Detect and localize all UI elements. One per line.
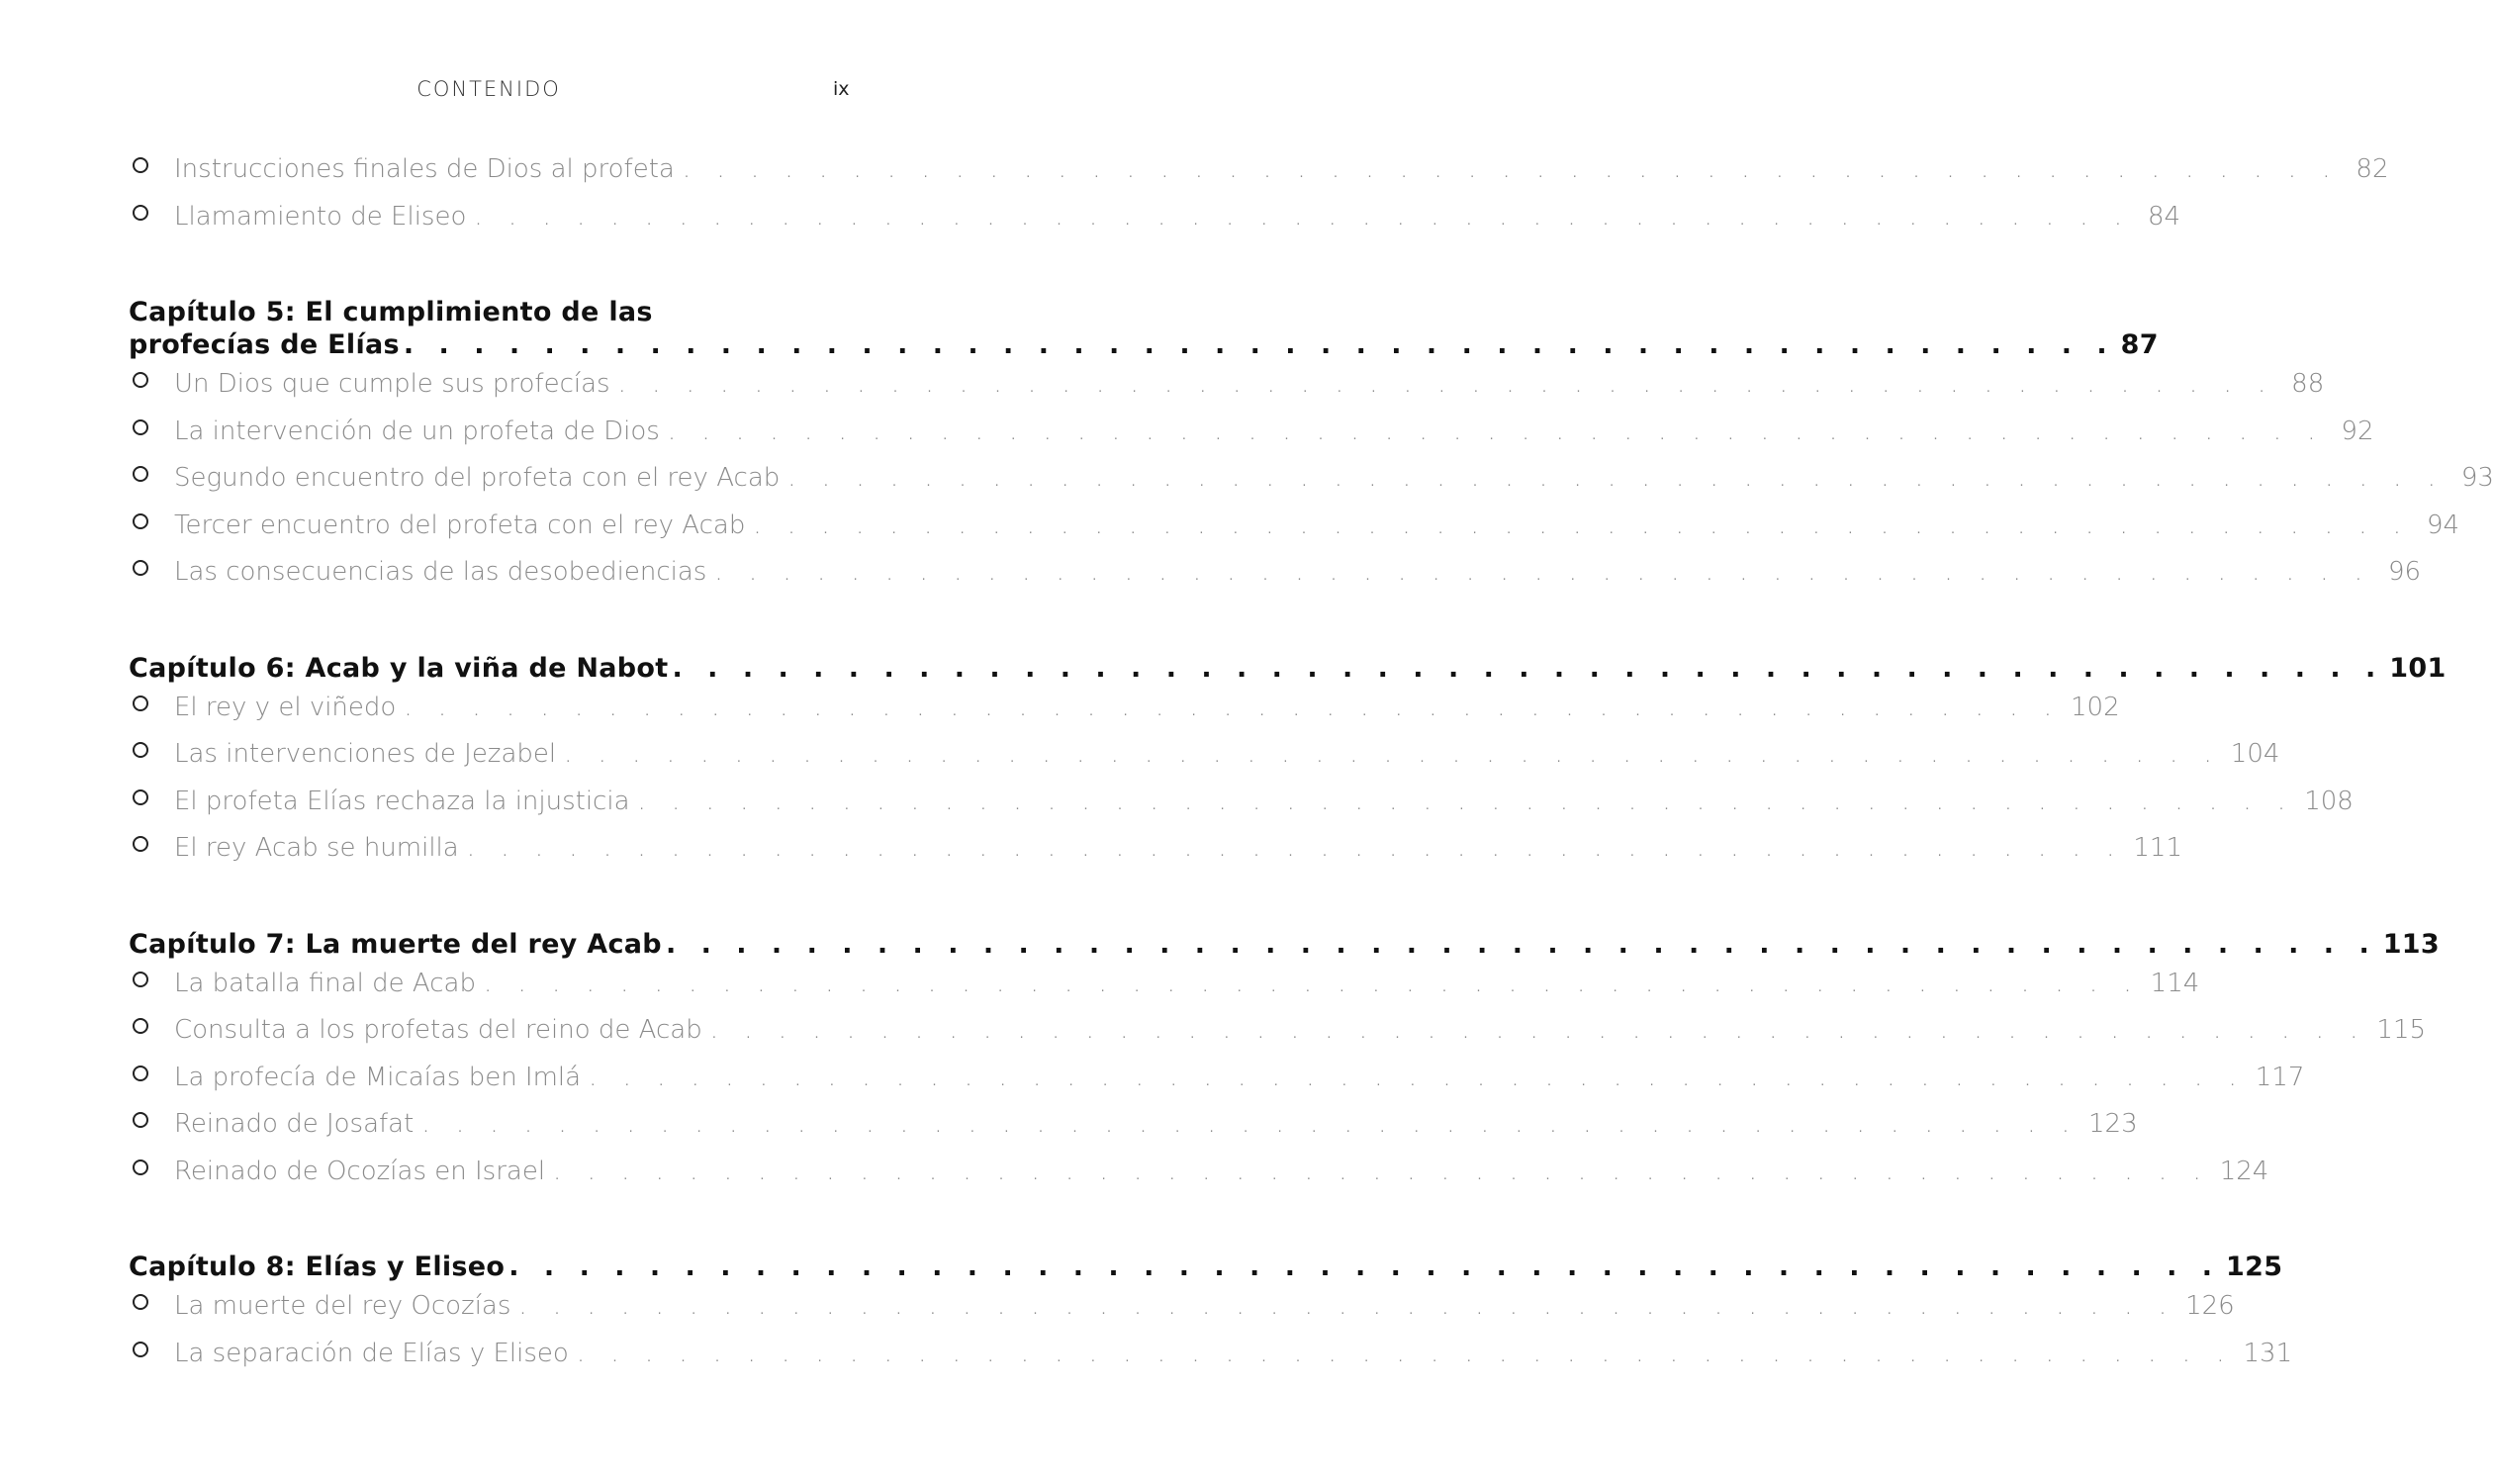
dot-leader: . . . . . . . . . . . . . . . . . . . . . . . . . . . . . . . . . . . . . . . . . . . . . . . . . (753, 510, 2411, 540)
dot-leader: . . . . . . . . . . . . . . . . . . . . . . . . . . . . . . . . . . . . . . . . . . . . . . . . . (518, 1291, 2176, 1321)
entry-title: Un Dios que cumple sus profecías (174, 369, 610, 399)
toc-entry (129, 503, 2460, 550)
entry-page: 126 (2185, 1291, 2235, 1321)
dot-leader: . . . . . . . . . . . . . . . . . . . . . . . . . . . . . . . . . . . . . . . . . . . . . . . . . (617, 369, 2275, 399)
chapter-title: Capítulo 6: Acab y la viña de Nabot (129, 652, 669, 684)
running-header: CONTENIDO (416, 77, 561, 101)
toc-chapter-5 (129, 296, 2494, 597)
entry-title: Las intervenciones de Jezabel (174, 739, 557, 769)
toc-entry (129, 731, 2280, 779)
toc-entry (129, 455, 2494, 503)
dot-leader: . . . . . . . . . . . . . . . . . . . . . . . . . . . . . . . . . . . . . . . . . . . . . . . . . (672, 652, 2384, 684)
entry-title: Instrucciones finales de Dios al profeta (174, 154, 675, 184)
dot-leader: . . . . . . . . . . . . . . . . . . . . . . . . . . . . . . . . . . . . . . . . . . . . . . . . . (589, 1062, 2246, 1092)
entry-page: 96 (2387, 557, 2422, 587)
entry-page: 102 (2071, 692, 2120, 722)
toc-continuation (129, 146, 2389, 240)
dot-leader: . . . . . . . . . . . . . . . . . . . . . . . . . . . . . . . . . . . . . . . . . . . . . . . . . (403, 329, 2115, 360)
entry-title: Segundo encuentro del profeta con el rey Acab (174, 463, 781, 493)
entry-page: 82 (2355, 154, 2389, 184)
entry-title: El profeta Elías rechaza la injusticia (174, 786, 630, 816)
circle-bullet-icon (133, 1066, 148, 1081)
entry-title: La batalla final de Acab (174, 968, 476, 998)
dot-leader: . . . . . . . . . . . . . . . . . . . . . . . . . . . . . . . . . . . . . . . . . . . . . . . . . (564, 739, 2221, 769)
circle-bullet-icon (133, 372, 148, 388)
circle-bullet-icon (133, 972, 148, 987)
entry-page: 104 (2230, 739, 2280, 769)
toc-entry (129, 779, 2354, 826)
toc-entry (129, 146, 2389, 194)
toc-entry (129, 685, 2120, 732)
toc-entry (129, 1007, 2427, 1055)
circle-bullet-icon (133, 1018, 148, 1034)
chapter-heading (129, 328, 2159, 361)
entry-page: 117 (2255, 1062, 2305, 1092)
circle-bullet-icon (133, 789, 148, 805)
toc-chapter-7 (129, 928, 2440, 1196)
entry-page: 94 (2426, 510, 2460, 540)
circle-bullet-icon (133, 696, 148, 711)
entry-page: 114 (2150, 968, 2200, 998)
chapter-heading (129, 652, 2447, 685)
dot-leader: . . . . . . . . . . . . . . . . . . . . . . . . . . . . . . . . . . . . . . . . . . . . . . . . . (667, 416, 2325, 446)
entry-title: Reinado de Josafat (174, 1109, 415, 1139)
circle-bullet-icon (133, 1159, 148, 1175)
entry-page: 115 (2376, 1015, 2427, 1045)
chapter-page: 87 (2120, 329, 2159, 360)
circle-bullet-icon (133, 1112, 148, 1128)
circle-bullet-icon (133, 419, 148, 435)
entry-title: El rey Acab se humilla (174, 833, 459, 863)
entry-title: La separación de Elías y Eliseo (174, 1338, 569, 1368)
chapter-title-line: Capítulo 5: El cumplimiento de las (129, 297, 653, 327)
entry-page: 111 (2133, 833, 2183, 863)
dot-leader: . . . . . . . . . . . . . . . . . . . . . . . . . . . . . . . . . . . . . . . . . . . . . . . . . (709, 1015, 2367, 1045)
dot-leader: . . . . . . . . . . . . . . . . . . . . . . . . . . . . . . . . . . . . . . . . . . . . . . . . . (787, 463, 2445, 493)
entry-title: Las consecuencias de las desobediencias (174, 557, 707, 587)
chapter-page: 113 (2382, 928, 2440, 960)
entry-page: 124 (2219, 1156, 2269, 1186)
dot-leader: . . . . . . . . . . . . . . . . . . . . . . . . . . . . . . . . . . . . . . . . . . . . . . . . . (682, 154, 2340, 184)
dot-leader: . . . . . . . . . . . . . . . . . . . . . . . . . . . . . . . . . . . . . . . . . . . . . . . . . (404, 692, 2061, 722)
circle-bullet-icon (133, 742, 148, 758)
toc-entry (129, 961, 2200, 1008)
circle-bullet-icon (133, 466, 148, 482)
toc-entry (129, 825, 2183, 873)
toc-entry (129, 1331, 2293, 1378)
dot-leader: . . . . . . . . . . . . . . . . . . . . . . . . . . . . . . . . . . . . . . . . . . . . . . . . . (553, 1156, 2210, 1186)
toc-entry (129, 1149, 2269, 1196)
circle-bullet-icon (133, 1294, 148, 1310)
toc-entry (129, 1055, 2305, 1102)
entry-page: 93 (2460, 463, 2494, 493)
entry-title: Reinado de Ocozías en Israel (174, 1156, 546, 1186)
circle-bullet-icon (133, 513, 148, 529)
chapter-title: Capítulo 7: La muerte del rey Acab (129, 928, 662, 960)
toc-chapter-6 (129, 652, 2447, 873)
dot-leader: . . . . . . . . . . . . . . . . . . . . . . . . . . . . . . . . . . . . . . . . . . . . . . . . . (474, 201, 2132, 232)
toc-entry (129, 409, 2374, 456)
chapter-heading (129, 928, 2440, 961)
entry-title: El rey y el viñedo (174, 692, 397, 722)
dot-leader: . . . . . . . . . . . . . . . . . . . . . . . . . . . . . . . . . . . . . . . . . . . . . . . . . (466, 833, 2124, 863)
toc-entry (129, 1283, 2235, 1331)
entry-title: Llamamiento de Eliseo (174, 201, 467, 232)
entry-title: La muerte del rey Ocozías (174, 1291, 511, 1321)
page-number: ix (833, 78, 850, 100)
entry-page: 108 (2304, 786, 2354, 816)
entry-title: La profecía de Micaías ben Imlá (174, 1062, 582, 1092)
entry-page: 84 (2147, 201, 2181, 232)
circle-bullet-icon (133, 205, 148, 221)
toc-entry (129, 361, 2325, 409)
circle-bullet-icon (133, 560, 148, 576)
toc-chapter-8 (129, 1251, 2293, 1377)
circle-bullet-icon (133, 157, 148, 173)
entry-page: 123 (2087, 1109, 2138, 1139)
entry-title: Tercer encuentro del profeta con el rey Acab (174, 510, 746, 540)
chapter-title: profecías de Elías (129, 329, 400, 360)
table-of-contents (129, 146, 2494, 1377)
dot-leader: . . . . . . . . . . . . . . . . . . . . . . . . . . . . . . . . . . . . . . . . . . . . . . . . . (508, 1252, 2221, 1282)
entry-title: La intervención de un profeta de Dios (174, 416, 660, 446)
dot-leader: . . . . . . . . . . . . . . . . . . . . . . . . . . . . . . . . . . . . . . . . . . . . . . . . . (484, 968, 2141, 998)
toc-entry (129, 194, 2181, 241)
chapter-title: Capítulo 8: Elías y Eliseo (129, 1252, 506, 1282)
dot-leader: . . . . . . . . . . . . . . . . . . . . . . . . . . . . . . . . . . . . . . . . . . . . . . . . . (665, 928, 2377, 960)
dot-leader: . . . . . . . . . . . . . . . . . . . . . . . . . . . . . . . . . . . . . . . . . . . . . . . . . (576, 1338, 2234, 1368)
dot-leader: . . . . . . . . . . . . . . . . . . . . . . . . . . . . . . . . . . . . . . . . . . . . . . . . . (421, 1109, 2078, 1139)
circle-bullet-icon (133, 1342, 148, 1357)
circle-bullet-icon (133, 836, 148, 852)
chapter-page: 101 (2389, 652, 2447, 684)
entry-page: 92 (2341, 416, 2374, 446)
dot-leader: . . . . . . . . . . . . . . . . . . . . . . . . . . . . . . . . . . . . . . . . . . . . . . . . . (714, 557, 2372, 587)
toc-entry (129, 1101, 2138, 1149)
dot-leader: . . . . . . . . . . . . . . . . . . . . . . . . . . . . . . . . . . . . . . . . . . . . . . . . . (637, 786, 2295, 816)
toc-entry (129, 549, 2422, 597)
entry-page: 131 (2243, 1338, 2293, 1368)
entry-page: 88 (2291, 369, 2325, 399)
chapter-heading (129, 1251, 2283, 1283)
entry-title: Consulta a los profetas del reino de Acab (174, 1015, 702, 1045)
chapter-page: 125 (2226, 1252, 2283, 1282)
